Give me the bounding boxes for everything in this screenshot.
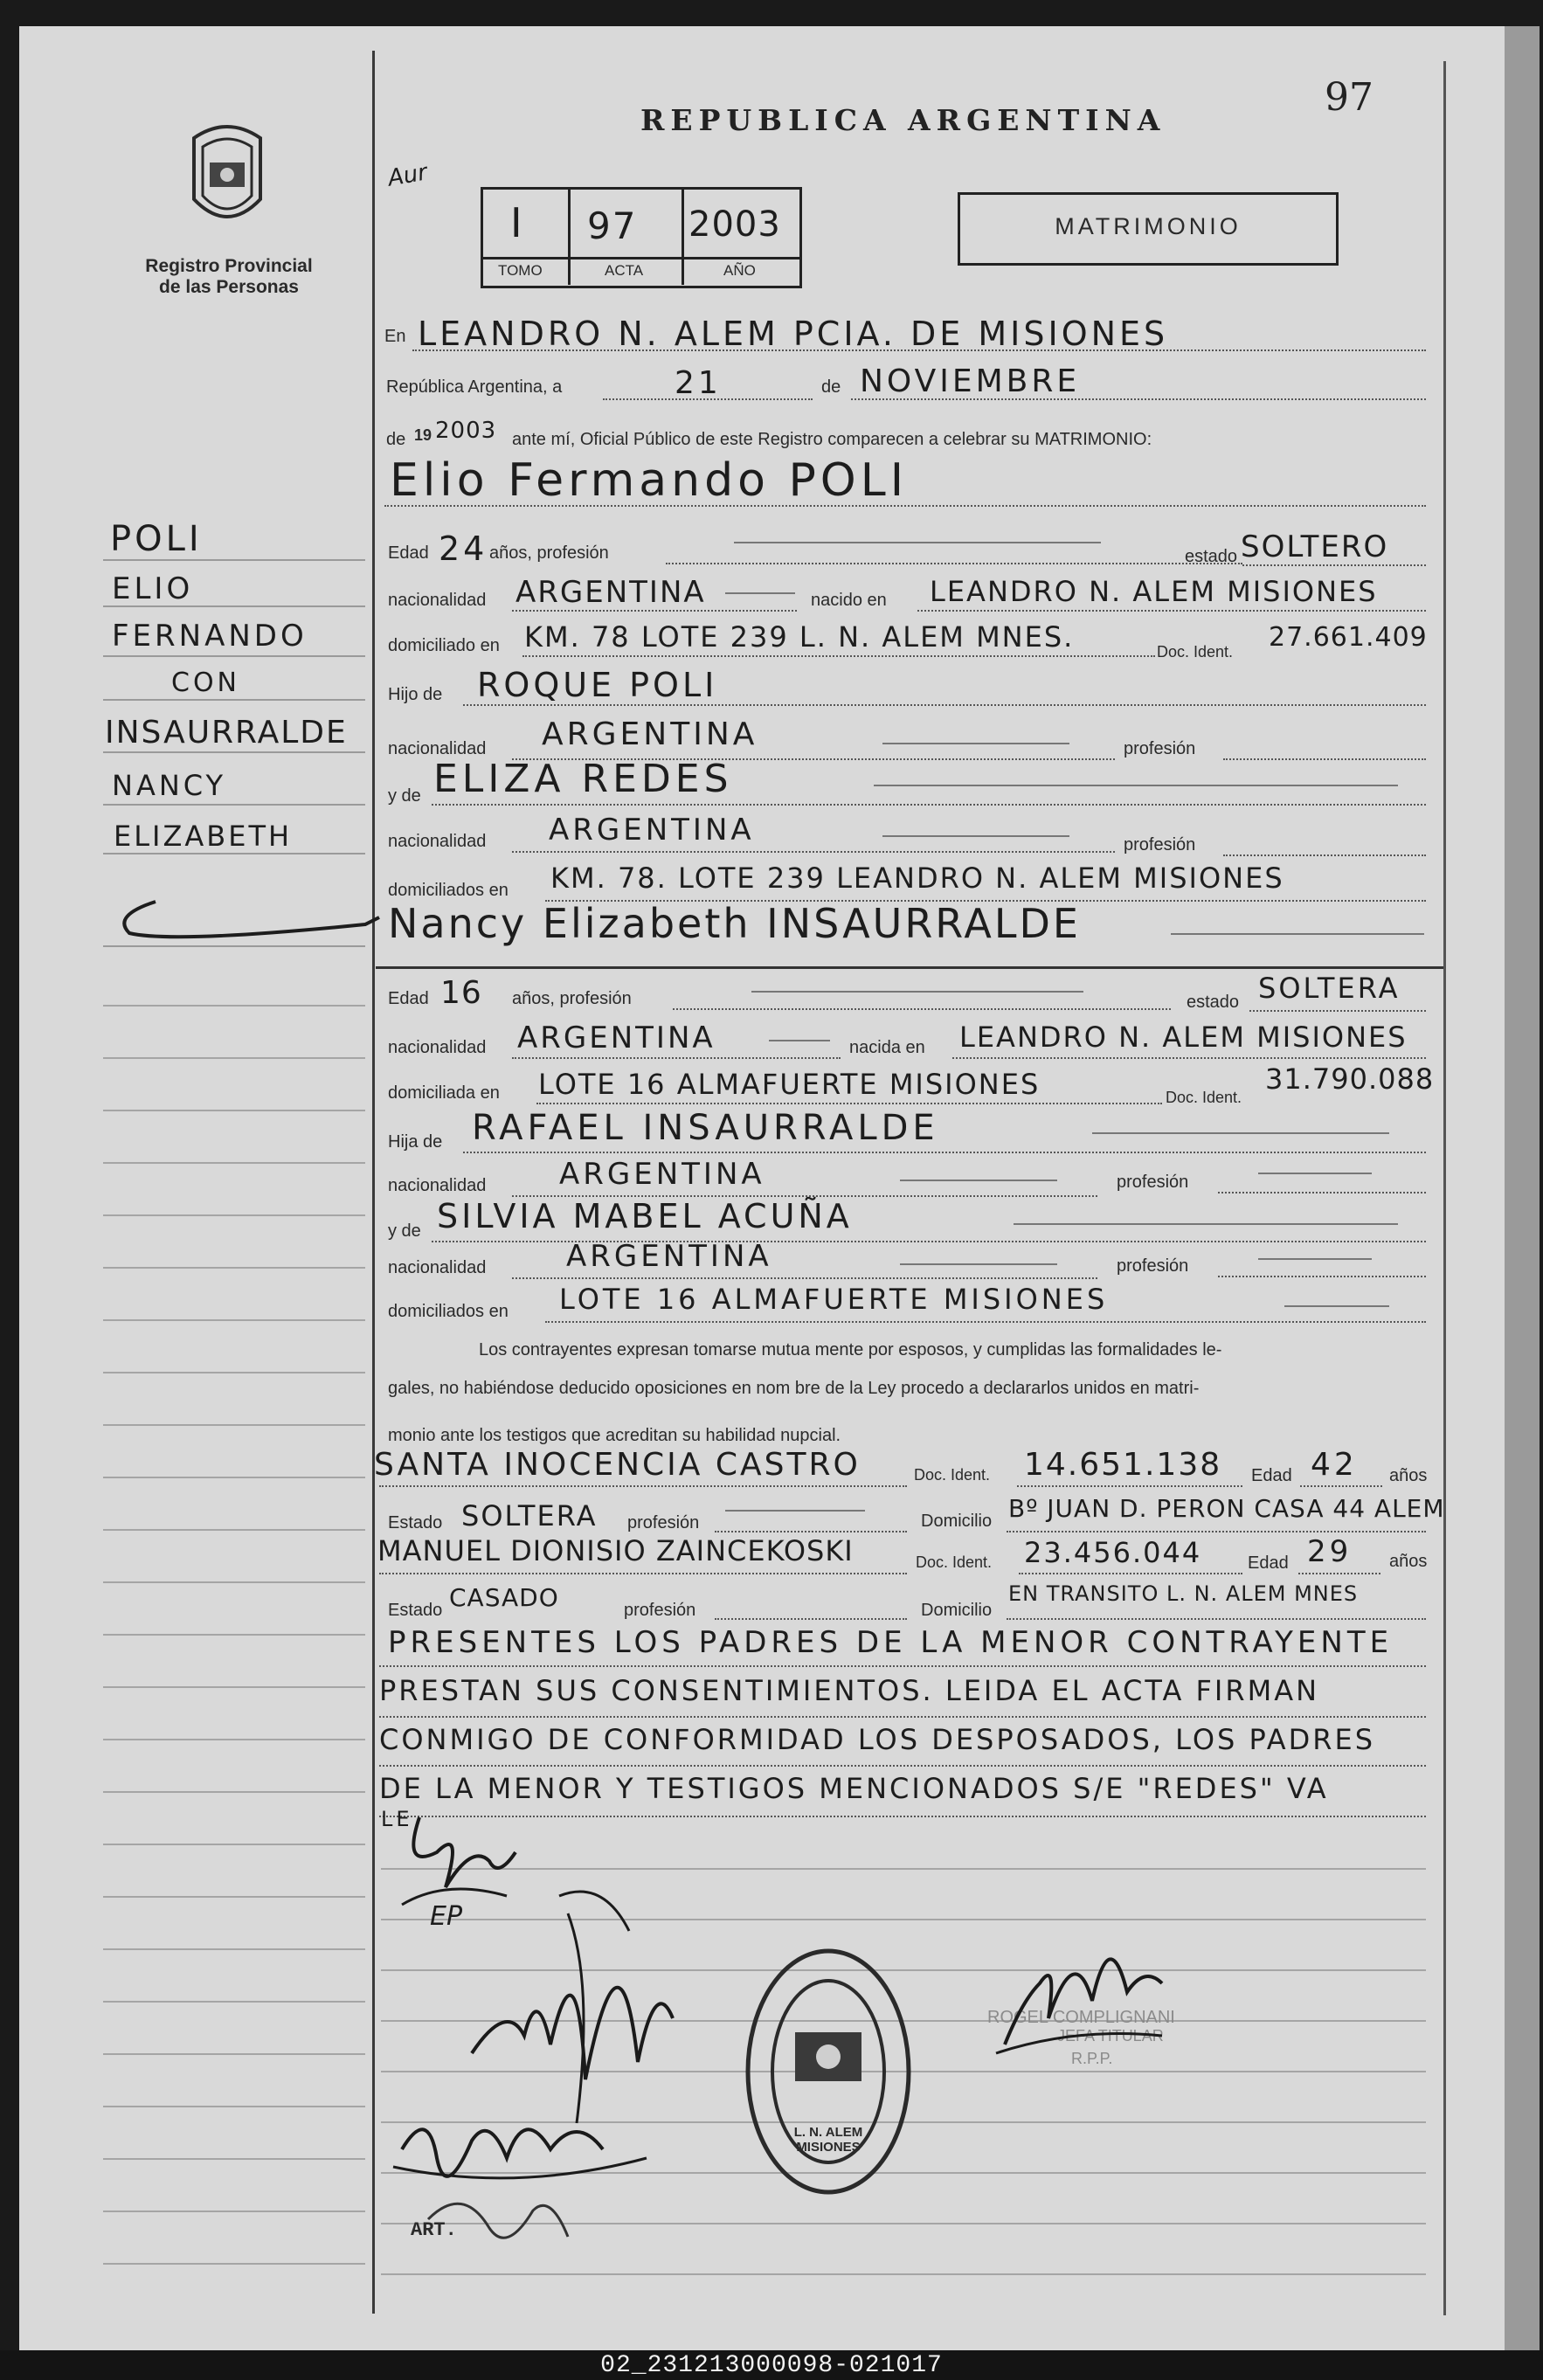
dash-line bbox=[725, 592, 795, 594]
label-domiciliados-en: domiciliados en bbox=[388, 881, 509, 900]
margin-middle-name-groom: FERNANDO bbox=[112, 619, 308, 654]
groom-mother-nationality: ARGENTINA bbox=[549, 813, 755, 848]
label-anos: años bbox=[1389, 1552, 1428, 1571]
record-type: MATRIMONIO bbox=[1055, 213, 1242, 239]
margin-line bbox=[103, 2001, 365, 2003]
margin-line bbox=[103, 2263, 365, 2265]
dash-line bbox=[1258, 1173, 1372, 1174]
dash-line bbox=[882, 835, 1069, 837]
margin-line bbox=[103, 1581, 365, 1583]
declaration-line-2: gales, no habiéndose deducido oposiciones en nom bre de la Ley procedo a declararlos unidos en matri- bbox=[388, 1379, 1200, 1398]
label-de19: de bbox=[386, 430, 406, 449]
margin-line bbox=[103, 1005, 365, 1007]
margin-line bbox=[103, 1844, 365, 1845]
margin-mark: Aur bbox=[385, 159, 430, 192]
section-separator bbox=[376, 966, 1443, 969]
tomo-label: TOMO bbox=[498, 262, 543, 279]
label-nacionalidad: nacionalidad bbox=[388, 591, 487, 610]
dash-line bbox=[725, 1510, 865, 1512]
groom-father: ROQUE POLI bbox=[477, 666, 718, 704]
margin-surname-groom: POLI bbox=[110, 519, 203, 559]
margin-line bbox=[103, 1686, 365, 1688]
dash-line bbox=[1092, 1132, 1389, 1134]
bride-age: 16 bbox=[440, 975, 482, 1011]
witness2-address: EN TRANSITO L. N. ALEM MNES bbox=[1008, 1581, 1359, 1606]
label-nacido-en: nacido en bbox=[811, 591, 887, 610]
witness1-address: Bº JUAN D. PERON CASA 44 ALEM bbox=[1008, 1494, 1445, 1523]
label-profesion: profesión bbox=[1117, 1256, 1189, 1276]
acta-value: 97 bbox=[587, 204, 638, 247]
margin-line bbox=[103, 1896, 365, 1898]
dotted-line bbox=[536, 1103, 1162, 1104]
label-republica: República Argentina, a bbox=[386, 377, 563, 397]
margin-line bbox=[103, 1372, 365, 1373]
signature-official bbox=[987, 1905, 1180, 2071]
witness1-status: SOLTERA bbox=[461, 1499, 598, 1532]
label-doc-ident: Doc. Ident. bbox=[1166, 1089, 1242, 1106]
dotted-line bbox=[1223, 854, 1426, 856]
dotted-line bbox=[1298, 1573, 1380, 1574]
dotted-line bbox=[1223, 758, 1426, 760]
dash-line bbox=[900, 1180, 1057, 1181]
dash-line bbox=[1284, 1305, 1389, 1307]
margin-con: CON bbox=[171, 668, 241, 698]
seal-text: L. N. ALEM MISIONES bbox=[793, 2125, 863, 2155]
label-nacionalidad: nacionalidad bbox=[388, 1176, 487, 1195]
margin-line bbox=[103, 1267, 365, 1269]
box-separator bbox=[481, 257, 799, 259]
ano-value: 2003 bbox=[688, 204, 781, 245]
label-y-de: y de bbox=[388, 1221, 421, 1241]
label-nacionalidad: nacionalidad bbox=[388, 739, 487, 758]
bride-father: RAFAEL INSAURRALDE bbox=[472, 1108, 939, 1148]
label-doc-ident: Doc. Ident. bbox=[1157, 643, 1234, 661]
label-de: de bbox=[821, 377, 841, 397]
dotted-line bbox=[512, 851, 1115, 853]
dash-line bbox=[882, 743, 1069, 744]
dotted-line bbox=[432, 804, 1426, 806]
margin-line bbox=[103, 1110, 365, 1111]
dotted-line bbox=[673, 1008, 1171, 1010]
ano-label: AÑO bbox=[723, 262, 756, 279]
margin-line bbox=[103, 1739, 365, 1740]
margin-line bbox=[103, 1057, 365, 1059]
label-domicilio: Domicilio bbox=[921, 1512, 993, 1531]
margin-line bbox=[103, 655, 365, 657]
label-en: En bbox=[384, 327, 406, 346]
dotted-line bbox=[379, 1765, 1426, 1767]
right-frame-line bbox=[1443, 61, 1446, 2315]
page-number: 97 bbox=[1325, 75, 1373, 120]
year: 2003 bbox=[435, 418, 497, 444]
margin-line bbox=[103, 1424, 365, 1426]
label-domiciliada-en: domiciliada en bbox=[388, 1083, 500, 1103]
official-stamp-name: ROGEL COMPLIGNANI bbox=[987, 2008, 1175, 2027]
margin-middle-name-bride: ELIZABETH bbox=[114, 820, 293, 853]
label-doc-ident: Doc. Ident. bbox=[916, 1553, 993, 1571]
box-separator bbox=[568, 187, 571, 285]
note-line-3: CONMIGO DE CONFORMIDAD LOS DESPOSADOS, LOS PADRES bbox=[379, 1723, 1376, 1756]
ruled-line bbox=[381, 1868, 1426, 1870]
margin-line bbox=[103, 853, 365, 854]
label-y-de: y de bbox=[388, 786, 421, 806]
label-doc-ident: Doc. Ident. bbox=[914, 1466, 991, 1484]
dotted-line bbox=[715, 1618, 907, 1620]
label-estado-cap: Estado bbox=[388, 1513, 443, 1532]
margin-surname-bride: INSAURRALDE bbox=[105, 715, 348, 751]
witness1-name: SANTA INOCENCIA CASTRO bbox=[374, 1447, 861, 1483]
label-estado: estado bbox=[1185, 547, 1238, 566]
label-edad: Edad bbox=[388, 543, 429, 563]
bride-name: Nancy Elizabeth INSAURRALDE bbox=[388, 900, 1081, 947]
bride-parents-address: LOTE 16 ALMAFUERTE MISIONES bbox=[559, 1283, 1109, 1316]
margin-line bbox=[103, 1319, 365, 1321]
label-hija-de: Hija de bbox=[388, 1132, 443, 1152]
dotted-line bbox=[463, 704, 1426, 706]
label-profesion: profesión bbox=[1117, 1173, 1189, 1192]
label-anos-profesion: años, profesión bbox=[489, 543, 609, 563]
dotted-line bbox=[1218, 1276, 1426, 1277]
registry-name: Registro Provincial de las Personas bbox=[145, 256, 313, 297]
place: LEANDRO N. ALEM PCIA. DE MISIONES bbox=[418, 315, 1169, 353]
initials: EP bbox=[430, 1901, 463, 1932]
margin-first-name-groom: ELIO bbox=[112, 571, 194, 606]
official-stamp-title: JEFA TITULAR bbox=[1057, 2027, 1164, 2044]
dash-line bbox=[1258, 1258, 1372, 1260]
dotted-line bbox=[379, 1485, 907, 1487]
dotted-line bbox=[1019, 1573, 1242, 1574]
declaration-line-1: Los contrayentes expresan tomarse mutua mente por esposos, y cumplidas las formalidades le- bbox=[479, 1340, 1222, 1360]
note-line-2: PRESTAN SUS CONSENTIMIENTOS. LEIDA EL ACTA FIRMAN bbox=[379, 1674, 1320, 1707]
box-separator bbox=[682, 187, 684, 285]
witness1-doc: 14.651.138 bbox=[1024, 1447, 1222, 1483]
dash-line bbox=[769, 1040, 830, 1041]
margin-line bbox=[103, 1162, 365, 1164]
dotted-line bbox=[379, 1816, 1426, 1817]
margin-line bbox=[103, 2210, 365, 2212]
tomo-value: I bbox=[510, 199, 526, 246]
margin-line bbox=[103, 804, 365, 806]
dotted-line bbox=[379, 1665, 1426, 1667]
year-prefix: 19 bbox=[414, 426, 432, 444]
groom-nationality: ARGENTINA bbox=[515, 575, 706, 610]
stamp-bottom-text: ART. bbox=[411, 2219, 457, 2241]
dotted-line bbox=[1300, 1485, 1382, 1487]
label-edad: Edad bbox=[1251, 1466, 1292, 1485]
margin-line bbox=[103, 559, 365, 561]
note-line-5: LE bbox=[381, 1807, 413, 1831]
dotted-line bbox=[379, 1716, 1426, 1718]
bride-birthplace: LEANDRO N. ALEM MISIONES bbox=[959, 1020, 1408, 1054]
dash-line bbox=[1171, 933, 1424, 935]
label-domiciliado-en: domiciliado en bbox=[388, 636, 500, 655]
month: NOVIEMBRE bbox=[860, 363, 1081, 399]
label-hijo-de: Hijo de bbox=[388, 685, 443, 704]
bride-doc: 31.790.088 bbox=[1265, 1062, 1435, 1096]
dotted-line bbox=[522, 655, 1155, 657]
bride-address: LOTE 16 ALMAFUERTE MISIONES bbox=[538, 1068, 1041, 1101]
witness1-age: 42 bbox=[1311, 1447, 1358, 1483]
label-estado: estado bbox=[1187, 993, 1240, 1012]
label-nacionalidad: nacionalidad bbox=[388, 832, 487, 851]
margin-line bbox=[103, 751, 365, 753]
margin-line bbox=[103, 1634, 365, 1636]
margin-line bbox=[103, 699, 365, 701]
dotted-line bbox=[1007, 1531, 1426, 1532]
province-seal-icon bbox=[185, 121, 269, 236]
label-domicilio: Domicilio bbox=[921, 1601, 993, 1620]
day: 21 bbox=[675, 365, 722, 401]
dotted-line bbox=[917, 610, 1426, 612]
dash-line bbox=[751, 991, 1083, 993]
label-profesion: profesión bbox=[624, 1601, 696, 1620]
groom-status: SOLTERO bbox=[1241, 529, 1389, 564]
dotted-line bbox=[512, 1277, 1097, 1279]
dash-line bbox=[1014, 1223, 1398, 1225]
dotted-line bbox=[1242, 564, 1426, 566]
dotted-line bbox=[512, 1057, 841, 1059]
groom-address: KM. 78 LOTE 239 L. N. ALEM MNES. bbox=[524, 620, 1075, 654]
dotted-line bbox=[666, 563, 1242, 564]
witness2-doc: 23.456.044 bbox=[1024, 1536, 1202, 1569]
dash-line bbox=[900, 1263, 1057, 1265]
witness2-age: 29 bbox=[1307, 1534, 1353, 1569]
dotted-line bbox=[715, 1531, 907, 1532]
label-profesion: profesión bbox=[1124, 835, 1196, 854]
dash-line bbox=[734, 542, 1101, 543]
registry-round-seal bbox=[741, 1945, 916, 2198]
margin-line bbox=[103, 1529, 365, 1531]
dotted-line bbox=[952, 1057, 1426, 1059]
label-edad: Edad bbox=[1248, 1553, 1289, 1573]
margin-divider bbox=[372, 51, 375, 2314]
label-nacionalidad: nacionalidad bbox=[388, 1038, 487, 1057]
label-ante: ante mí, Oficial Público de este Registro comparecen a celebrar su MATRIMONIO: bbox=[512, 430, 1152, 449]
book-edge bbox=[1505, 26, 1540, 2350]
margin-line bbox=[103, 1791, 365, 1793]
dotted-line bbox=[463, 1152, 1426, 1153]
margin-line bbox=[103, 2106, 365, 2107]
bride-mother: SILVIA MABEL ACUÑA bbox=[437, 1197, 853, 1235]
label-anos-profesion: años, profesión bbox=[512, 989, 632, 1008]
dotted-line bbox=[512, 610, 797, 612]
dotted-line bbox=[1007, 1618, 1426, 1620]
declaration-line-3: monio ante los testigos que acreditan su habilidad nupcial. bbox=[388, 1426, 841, 1445]
dotted-line bbox=[1218, 1192, 1426, 1193]
label-anos: años bbox=[1389, 1466, 1428, 1485]
bride-father-nationality: ARGENTINA bbox=[559, 1157, 765, 1192]
bride-status: SOLTERA bbox=[1258, 972, 1401, 1005]
note-line-4: DE LA MENOR Y TESTIGOS MENCIONADOS S/E "REDES" VA bbox=[379, 1772, 1329, 1805]
margin-line bbox=[103, 2158, 365, 2160]
groom-parents-address: KM. 78. LOTE 239 LEANDRO N. ALEM MISIONES bbox=[550, 861, 1284, 895]
groom-father-nationality: ARGENTINA bbox=[542, 716, 758, 752]
witness2-status: CASADO bbox=[449, 1583, 559, 1612]
label-profesion: profesión bbox=[627, 1513, 700, 1532]
margin-line bbox=[103, 1477, 365, 1478]
groom-age: 24 bbox=[439, 529, 488, 568]
official-stamp-office: R.P.P. bbox=[1071, 2050, 1113, 2067]
margin-line bbox=[103, 1214, 365, 1216]
dash-line bbox=[874, 785, 1398, 786]
dotted-line bbox=[1249, 1010, 1426, 1012]
dotted-line bbox=[545, 1321, 1426, 1323]
label-nacionalidad: nacionalidad bbox=[388, 1258, 487, 1277]
dotted-line bbox=[1017, 1485, 1242, 1487]
bride-nationality: ARGENTINA bbox=[517, 1020, 716, 1055]
acta-label: ACTA bbox=[605, 262, 644, 279]
label-domiciliados-en: domiciliados en bbox=[388, 1302, 509, 1321]
label-edad: Edad bbox=[388, 989, 429, 1008]
label-nacida-en: nacida en bbox=[849, 1038, 925, 1057]
margin-first-name-bride: NANCY bbox=[112, 769, 227, 802]
groom-name: Elio Fermando POLI bbox=[390, 454, 909, 507]
groom-doc: 27.661.409 bbox=[1269, 622, 1428, 653]
label-profesion: profesión bbox=[1124, 739, 1196, 758]
country-heading: REPUBLICA ARGENTINA bbox=[640, 103, 1166, 137]
image-caption: 02_231213000098-021017 bbox=[600, 2352, 943, 2379]
ruled-line bbox=[381, 2273, 1426, 2275]
bride-mother-nationality: ARGENTINA bbox=[566, 1239, 772, 1274]
groom-mother: ELIZA REDES bbox=[433, 757, 733, 801]
margin-line bbox=[103, 2053, 365, 2055]
dotted-line bbox=[379, 1573, 907, 1574]
margin-flourish bbox=[103, 889, 383, 951]
note-line-1: PRESENTES LOS PADRES DE LA MENOR CONTRAYENTE bbox=[388, 1625, 1394, 1660]
margin-line bbox=[103, 1948, 365, 1950]
groom-birthplace: LEANDRO N. ALEM MISIONES bbox=[930, 575, 1378, 608]
label-estado-cap: Estado bbox=[388, 1601, 443, 1620]
witness2-name: MANUEL DIONISIO ZAINCEKOSKI bbox=[377, 1534, 854, 1567]
